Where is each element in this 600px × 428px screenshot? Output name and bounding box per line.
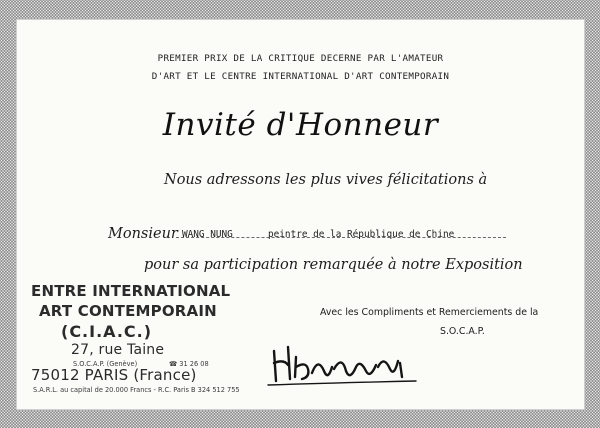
header-line-2: D'ART ET LE CENTRE INTERNATIONAL D'ART CONTEMPORAIN bbox=[151, 71, 450, 82]
stamp-city: 75012 PARIS (France) bbox=[31, 366, 197, 384]
compliments-org: S.O.C.A.P. bbox=[440, 326, 485, 337]
stamp-acronym: (C.I.A.C.) bbox=[61, 322, 153, 341]
stamp-line-1: ENTRE INTERNATIONAL bbox=[31, 282, 231, 300]
honoree-prefix: Monsieur bbox=[108, 226, 178, 242]
ciac-stamp bbox=[31, 282, 243, 402]
stamp-legal: S.A.R.L. au capital de 20.000 Francs - R.C. Paris B 324 512 755 bbox=[33, 386, 240, 394]
honoree-name: WANG NUNG bbox=[182, 229, 233, 240]
stamp-line-2: ART CONTEMPORAIN bbox=[39, 302, 217, 320]
participation-line: pour sa participation remarquée à notre Exposition bbox=[144, 257, 523, 273]
certificate-title: Invité d'Honneur bbox=[162, 107, 439, 143]
compliments-line: Avec les Compliments et Remerciements de la bbox=[320, 307, 539, 318]
stamp-phone: ☎ 31 26 08 bbox=[169, 360, 209, 368]
congratulations-line: Nous adressons les plus vives félicitations à bbox=[164, 172, 488, 188]
stamp-street: 27, rue Taine bbox=[71, 342, 165, 358]
handwritten-signature-icon bbox=[266, 337, 426, 397]
header-line-1: PREMIER PRIX DE LA CRITIQUE DECERNE PAR L'AMATEUR bbox=[157, 53, 444, 64]
honoree-title: peintre de la République de Chine bbox=[268, 229, 455, 240]
stamp-socap-note: S.O.C.A.P. (Genève) bbox=[73, 360, 138, 368]
